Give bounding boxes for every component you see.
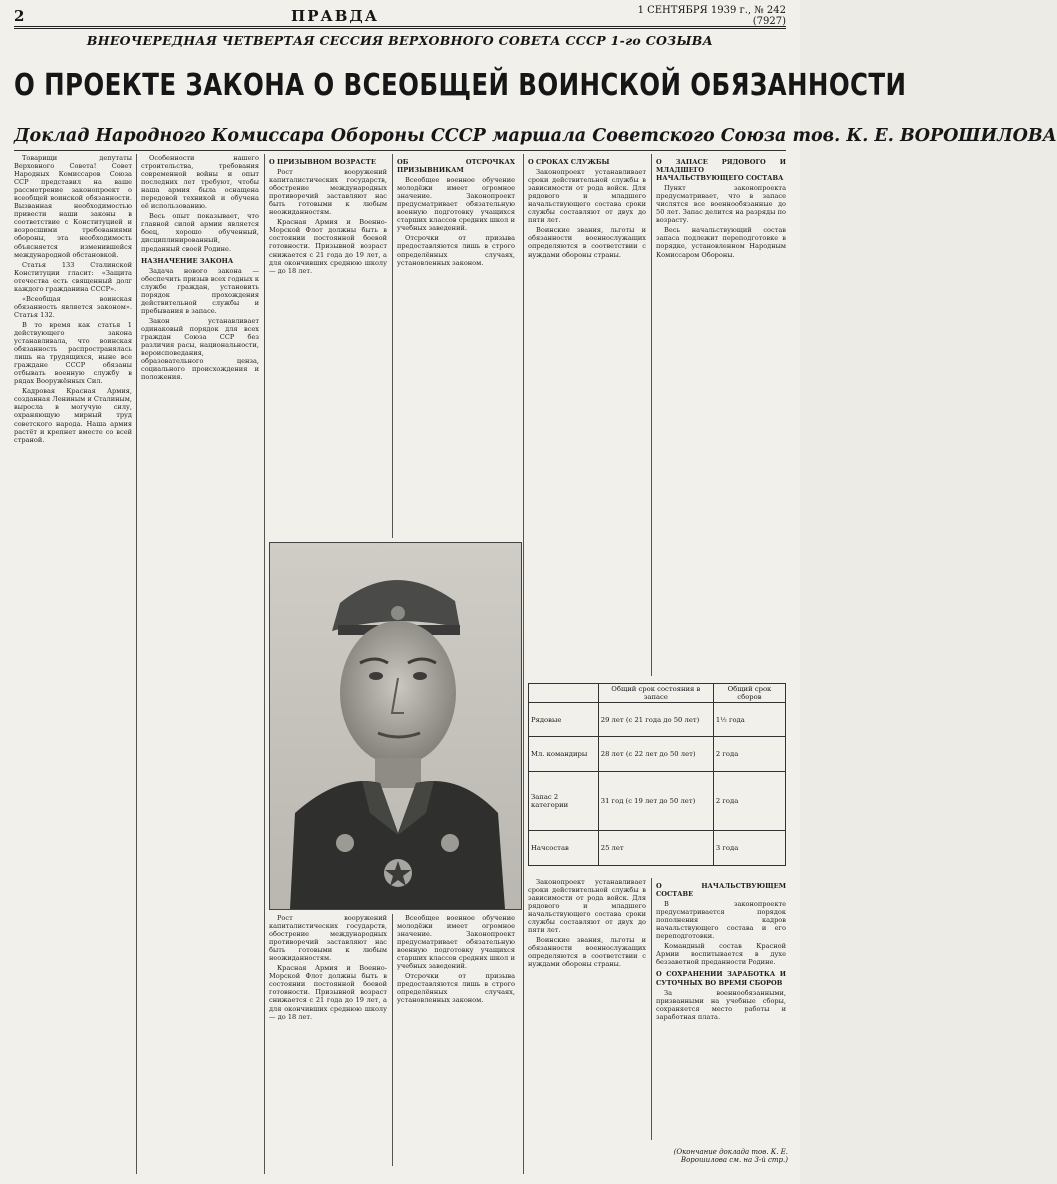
paragraph: Весь начальствующий состав запаса подлежит переподготовке в порядке, установленном Народным Комиссаром Обороны.: [656, 226, 786, 259]
session-line: ВНЕОЧЕРЕДНАЯ ЧЕТВЕРТАЯ СЕССИЯ ВЕРХОВНОГО СОВЕТА СССР 1-го СОЗЫВА: [86, 33, 714, 48]
paragraph: Законопроект устанавливает сроки действительной службы в зависимости от рода войск. Для рядового и младшего начальствующего состава сроки службы составляют от двух до пяти лет.: [528, 168, 646, 225]
table-cell: 1½ года: [713, 703, 785, 737]
paragraph: Пункт законопроекта предусматривает, что в запасе числятся все военнообязанные до 50 лет. Запас делится на разряды по возрасту.: [656, 184, 786, 225]
paper-name: ПРАВДА: [291, 7, 379, 25]
paragraph: Товарищи депутаты Верховного Совета! Совет Народных Комиссаров Союза ССР представил на ваше рассмотрение законопроект о всеобщей воинской обязанности. Вызванная необходимостью привести наши законы в соответствие с Конституцией и возросшими требованиями обороны, эта необходимость объясняется изменившейся международной обстановкой.: [14, 154, 132, 259]
subheadline: Доклад Народного Комиссара Обороны СССР маршала Советского Союза тов. К. Е. ВОРОШИЛОВА: [14, 122, 786, 151]
column-divider: [264, 154, 265, 1174]
paragraph: В то время как статья 1 действующего закона устанавливала, что воинская обязанность распространялась лишь на трудящихся, ныне все граждане СССР обязаны отбывать военную службу в рядах Вооружённых Сил.: [14, 320, 132, 386]
table-cell: 2 года: [713, 771, 785, 831]
paragraph: Командный состав Красной Армии воспитывается в духе беззаветной преданности Родине.: [656, 942, 786, 967]
paragraph: Всеобщее военное обучение молодёжи имеет огромное значение. Законопроект предусматривает обязательную военную подготовку учащихся старших классов средних школ и учебных заведений.: [397, 914, 515, 971]
portrait-photo: [269, 542, 522, 910]
paragraph: Воинские звания, льготы и обязанности военнослужащих определяются в соответствии с нуждами обороны страны.: [528, 936, 646, 969]
paragraph: Законопроект устанавливает сроки действительной службы в зависимости от рода войск. Для рядового и младшего начальствующего состава сроки службы составляют от двух до пяти лет.: [528, 878, 646, 935]
table-header-cell: [529, 684, 599, 703]
table-cell: Рядовые: [529, 703, 599, 737]
paragraph: «Всеобщая воинская обязанность является законом». Статья 132.: [14, 294, 132, 319]
paragraph: Задача нового закона — обеспечить призыв всех годных к службе граждан, установить порядок прохождения действительной службы и пребывания в запасе.: [141, 266, 259, 315]
paragraph: Статья 133 Сталинской Конституции гласит: «Защита отечества есть священный долг каждого гражданина СССР».: [14, 260, 132, 293]
article-column-5: [528, 154, 646, 676]
masthead: [14, 6, 786, 29]
table-cell: 3 года: [713, 831, 785, 866]
table-cell: Запас 2 категории: [529, 771, 599, 831]
table-row: [529, 703, 786, 737]
table-header-row: [529, 684, 786, 703]
paragraph: Отсрочки от призыва предоставляются лишь в строго определённых случаях, установленных законом.: [397, 234, 515, 267]
table-row: [529, 771, 786, 831]
paragraph: Отсрочки от призыва предоставляются лишь в строго определённых случаях, установленных законом.: [397, 972, 515, 1005]
table-cell: 29 лет (с 21 года до 50 лет): [598, 703, 713, 737]
paragraph: За военнообязанными, призванными на учебные сборы, сохраняется место работы и заработная плата.: [656, 988, 786, 1021]
table-header-cell: Общий срок сборов: [713, 684, 785, 703]
paragraph: Весь опыт показывает, что главной силой армии является боец, хорошо обученный, дисциплинированный, преданный своей Родине.: [141, 212, 259, 253]
column-divider: [651, 154, 652, 676]
table-cell: 28 лет (с 22 лет до 50 лет): [598, 737, 713, 771]
table-cell: Начсостав: [529, 831, 599, 866]
article-column-7: [528, 878, 646, 1140]
page-number: 2: [14, 7, 25, 25]
article-column-1: [14, 154, 132, 1174]
column-divider: [523, 154, 524, 1174]
continuation-note: (Окончание доклада тов. К. Е. Ворошилова см. на 3-й стр.): [673, 1148, 788, 1164]
paragraph: Кадровая Красная Армия, созданная Лениным и Сталиным, выросла в могучую силу, охраняющую мирный труд советского народа. Наша армия растёт и крепнет вместе со всей страной.: [14, 387, 132, 444]
article-column-10: [397, 914, 515, 1166]
article-column-8: [656, 878, 786, 1140]
article-column-6: [656, 154, 786, 676]
column-divider: [651, 878, 652, 1140]
paragraph: Красная Армия и Военно-Морской Флот должны быть в состоянии постоянной боевой готовности. Призывной возраст снижается с 21 года до 19 лет, а для окончивших среднюю школу — до 18 лет.: [269, 964, 387, 1021]
paragraph: В законопроекте предусматривается порядок пополнения кадров начальствующего состава и его переподготовки.: [656, 900, 786, 941]
section-heading: НАЗНАЧЕНИЕ ЗАКОНА: [141, 256, 234, 265]
section-heading: О НАЧАЛЬСТВУЮЩЕМ СОСТАВЕ: [656, 882, 786, 899]
column-divider: [136, 154, 137, 1174]
article-column-4: [397, 154, 515, 538]
article-column-2: [141, 154, 259, 1174]
column-divider: [392, 154, 393, 538]
article-column-3: [269, 154, 387, 538]
issue-date: 1 СЕНТЯБРЯ 1939 г., № 242 (7927): [637, 5, 786, 27]
section-heading: О ПРИЗЫВНОМ ВОЗРАСТЕ: [269, 158, 376, 166]
paragraph: Всеобщее военное обучение молодёжи имеет огромное значение. Законопроект предусматривает обязательную военную подготовку учащихся старших классов средних школ и учебных заведений.: [397, 176, 515, 233]
paragraph: Воинские звания, льготы и обязанности военнослужащих определяются в соответствии с нуждами обороны страны.: [528, 226, 646, 259]
paragraph: Красная Армия и Военно-Морской Флот должны быть в состоянии постоянной боевой готовности. Призывной возраст снижается с 21 года до 19 лет, а для окончивших среднюю школу — до 18 лет.: [269, 218, 387, 275]
paragraph: Рост вооружений капиталистических государств, обострение международных противоречий заставляют нас быть готовыми к любым неожиданностям.: [269, 168, 387, 217]
table-header-cell: Общий срок состояния в запасе: [598, 684, 713, 703]
portrait-image: [270, 543, 521, 909]
paragraph: Рост вооружений капиталистических государств, обострение международных противоречий заставляют нас быть готовыми к любым неожиданностям.: [269, 914, 387, 963]
table-row: [529, 831, 786, 866]
reserve-terms-table: [528, 683, 786, 866]
article-column-9: [269, 914, 387, 1166]
table-cell: 31 год (с 19 лет до 50 лет): [598, 771, 713, 831]
section-heading: О СОХРАНЕНИИ ЗАРАБОТКА И СУТОЧНЫХ ВО ВРЕМЯ СБОРОВ: [656, 970, 786, 987]
table-cell: 2 года: [713, 737, 785, 771]
paragraph: Закон устанавливает одинаковый порядок для всех граждан Союза ССР без различия расы, национальности, вероисповедания, образовательного ценза, социального происхождения и положения.: [141, 316, 259, 382]
table-cell: Мл. командиры: [529, 737, 599, 771]
section-heading: О СРОКАХ СЛУЖБЫ: [528, 158, 610, 166]
paragraph: Особенности нашего строительства, требования современной войны и опыт последних лет требуют, чтобы наша армия была оснащена передовой техникой и обучена её использованию.: [141, 154, 259, 211]
section-heading: О ЗАПАСЕ РЯДОВОГО И МЛАДШЕГО НАЧАЛЬСТВУЮЩЕГО СОСТАВА: [656, 158, 786, 183]
table-row: [529, 737, 786, 771]
column-divider: [392, 914, 393, 1166]
section-heading: ОБ ОТСРОЧКАХ ПРИЗЫВНИКАМ: [397, 158, 515, 175]
table-cell: 25 лет: [598, 831, 713, 866]
headline: О ПРОЕКТЕ ЗАКОНА О ВСЕОБЩЕЙ ВОИНСКОЙ ОБЯЗАННОСТИ: [14, 66, 907, 103]
